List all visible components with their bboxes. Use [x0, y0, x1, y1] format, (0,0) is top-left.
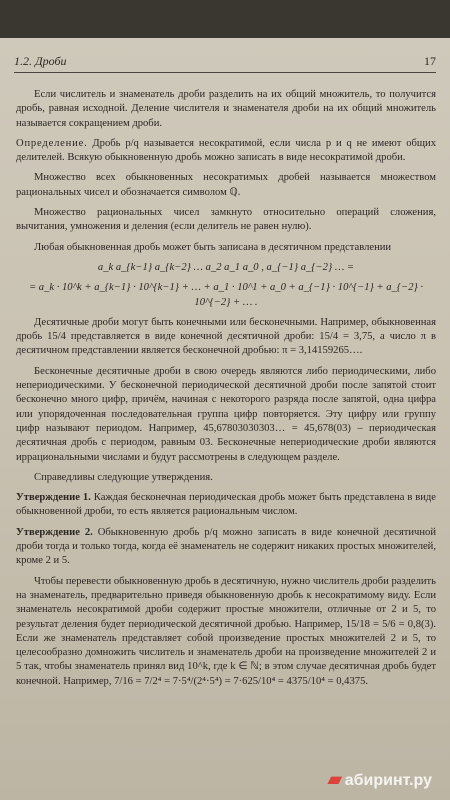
- page-header: [14, 52, 436, 73]
- paragraph-conversion: Чтобы перевести обыкновенную дробь в десятичную, нужно числитель дроби разделить на знаменатель, предварительно приведя обыкновенную дробь к несократимому виду. Если знаменатель несократимой дроби содержит простые множители, отличные от 2 и 5, то результат деления будет периодической десятичной дробью. Например, 15/18 = 5/6 = 0,8(3). Если же знаменатель представляет собой произведение простых множителей 2 и 5, то целесообразно домножить числитель и знаменатель дроби на произведение множителей 2 и 5 так, чтобы знаменатель принял вид 10^k, где k ∈ ℕ; в этом случае десятичная дробь будет конечной. Например, 7/16 = 7/2⁴ = 7·5⁴/(2⁴·5⁴) = 7·625/10⁴ = 4375/10⁴ = 0,4375.: [16, 575, 436, 687]
- statement-2: [16, 526, 436, 569]
- definition-paragraph: [16, 137, 436, 166]
- statement-1-text: Каждая бесконечная периодическая дробь может быть представлена в виде обыкновенной дроби, то есть является рациональным числом.: [16, 492, 437, 518]
- book-page: [0, 38, 450, 800]
- paragraph-statements-intro: Справедливы следующие утверждения.: [34, 471, 213, 483]
- paragraph-periodic: Бесконечные десятичные дроби в свою очередь являются либо периодическими, либо непериодическими. У бесконечной периодической десятичной дроби после запятой стоит бесконечно много цифр, причём, начиная с некоторого разряда после запятой, одна цифра или упорядоченная последовательная группа цифр повторяется. Эту цифру или группу цифр называют периодом. Например, 45,67803030303… = 45,678(03) – периодическая десятичная дробь с периодом, равным 03. Бесконечные непериодические дроби являются иррациональными числами и будут рассмотрены в следующем разделе.: [16, 365, 436, 463]
- statement-2-text: Обыкновенную дробь p/q можно записать в виде конечной десятичной дроби тогда и только тогда, когда её знаменатель не содержит никаких простых множителей, кроме 2 и 5.: [16, 526, 437, 567]
- page-number: 17: [424, 54, 436, 68]
- paragraph-reduction: Если числитель и знаменатель дроби разделить на их общий множитель, то получится дробь, равная исходной. Деление числителя и знаменателя дроби на их общий множитель называется сокращением дроби.: [16, 89, 436, 129]
- statement-1-title: Утверждение 1.: [16, 492, 91, 504]
- watermark: [328, 769, 432, 790]
- definition-text: Дробь p/q называется несократимой, если числа p и q не имеют общих делителей. Всякую обыкновенную дробь можно записать в виде несократимой дроби.: [16, 137, 436, 164]
- equation-digits: a_k a_{k−1} a_{k−2} … a_2 a_1 a_0 , a_{−1} a_{−2} … =: [97, 261, 355, 273]
- paragraph-rationals: Множество всех обыкновенных несократимых дробей называется множеством рациональных чисел и обозначается символом ℚ.: [16, 172, 436, 198]
- equation-expansion: = a_k · 10^k + a_{k−1} · 10^{k−1} + … + a_1 · 10^1 + a_0 + a_{−1} · 10^{−1} + a_{−2} · 10^{−2} + … .: [28, 282, 424, 308]
- definition-term: Определение.: [16, 137, 88, 149]
- paragraph-closed: Множество рациональных чисел замкнуто относительно операций сложения, вычитания, умножения и деления (если делитель не равен нулю).: [16, 207, 436, 233]
- watermark-text: абиринт.ру: [344, 772, 432, 789]
- statement-2-title: Утверждение 2.: [16, 526, 93, 538]
- labyrinth-logo-icon: ▰: [327, 769, 342, 789]
- paragraph-finite-infinite: Десятичные дроби могут быть конечными или бесконечными. Например, обыкновенная дробь 15/4 представляется в виде конечной десятичной дроби: 15/4 = 3,75, а число π в десятичном представлении является бесконечной дробью: π = 3,14159265….: [16, 316, 436, 357]
- statement-1: [16, 491, 436, 520]
- section-title: 1.2. Дроби: [14, 54, 67, 68]
- paragraph-decimal-repr: Любая обыкновенная дробь может быть записана в десятичном представлении: [34, 241, 392, 253]
- page-content: [16, 88, 436, 695]
